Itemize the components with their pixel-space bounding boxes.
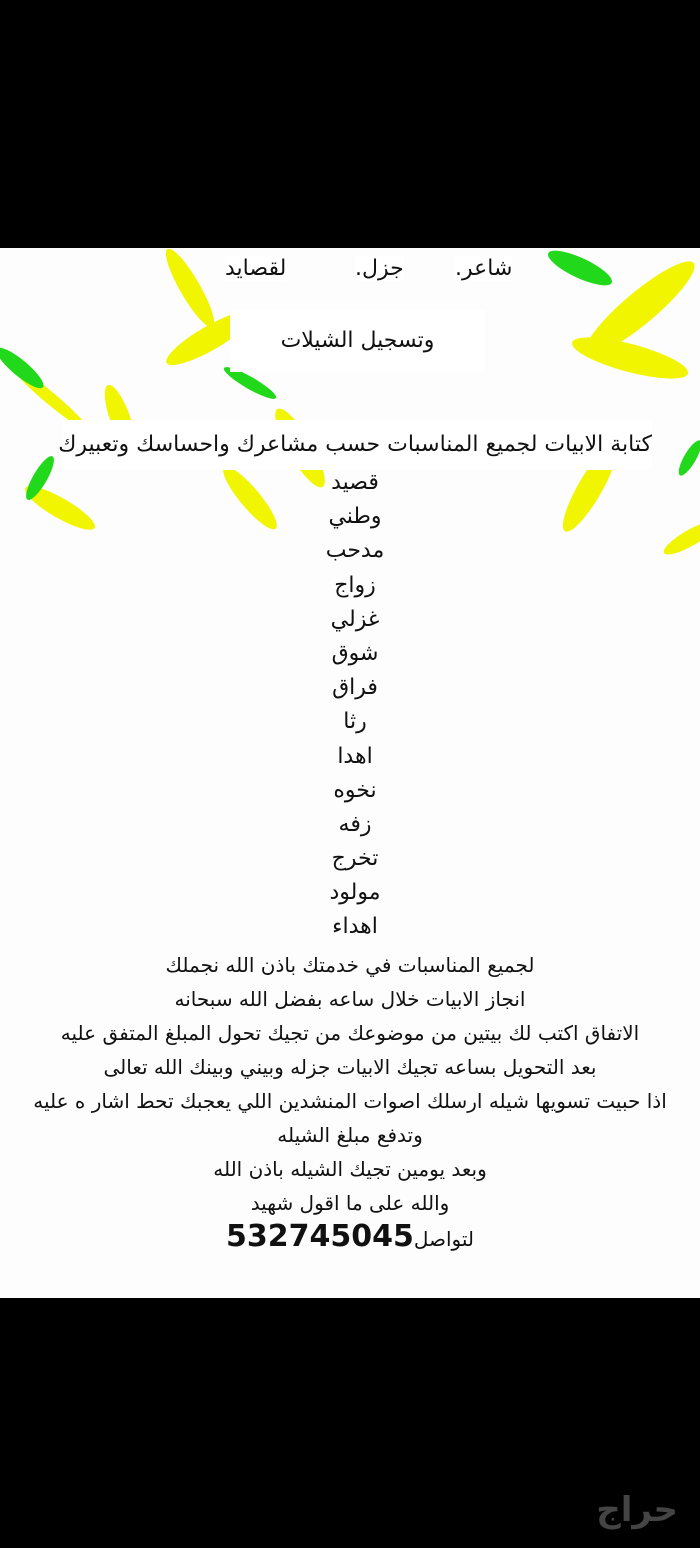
details-text — [0, 948, 700, 1256]
haraj-watermark-logo: حراج — [596, 1490, 678, 1530]
occasion-item: شوق — [331, 640, 379, 666]
occasion-item: اهداء — [332, 914, 378, 940]
details-line: لجميع المناسبات في خدمتك باذن الله نجملك — [165, 953, 535, 977]
occasion-item: زفه — [338, 811, 372, 837]
occasion-item: مولود — [329, 880, 381, 906]
occasion-item: تخرج — [331, 846, 379, 872]
occasion-item: مدحب — [325, 538, 385, 564]
header-word-poet: شاعر. — [455, 256, 513, 281]
occasions-list — [300, 466, 410, 945]
header-word-qasayid: لقصايد — [225, 256, 287, 281]
intro-text: كتابة الابيات لجميع المناسبات حسب مشاعرك واحساسك وتعبيرك — [62, 420, 652, 470]
occasion-item: زواج — [334, 572, 376, 598]
contact-label: لتواصل — [413, 1227, 475, 1251]
header-subtitle: وتسجيل الشيلات — [230, 310, 485, 372]
details-line: بعد التحويل بساعه تجيك الابيات جزله وبيني وبينك الله تعالى — [103, 1055, 597, 1079]
ad-poster — [0, 248, 700, 1298]
occasion-item: نخوه — [333, 777, 377, 803]
details-line: وتدفع مبلغ الشيله — [277, 1123, 423, 1147]
occasion-item: فراق — [332, 675, 378, 701]
details-line: اذا حبيت تسويها شيله ارسلك اصوات المنشدين اللي يعجبك تحط اشار ه عليه — [33, 1089, 667, 1113]
details-line: الاتفاق اكتب لك بيتين من موضوعك من تجيك تحول المبلغ المتفق عليه — [60, 1021, 640, 1045]
occasion-item: وطني — [328, 504, 382, 530]
contact-line — [0, 1220, 700, 1256]
occasion-item: غزلي — [330, 606, 380, 632]
occasion-item: اهدا — [337, 743, 373, 769]
occasion-item: رثا — [343, 709, 367, 735]
contact-phone[interactable]: 532745045 — [225, 1219, 414, 1254]
details-line: والله على ما اقول شهيد — [250, 1191, 450, 1215]
details-line: انجاز الابيات خلال ساعه بفضل الله سبحانه — [174, 987, 526, 1011]
occasion-item: قصيد — [331, 470, 379, 495]
details-line: وبعد يومين تجيك الشيله باذن الله — [213, 1157, 487, 1181]
header-word-jazl: جزل. — [355, 256, 404, 281]
